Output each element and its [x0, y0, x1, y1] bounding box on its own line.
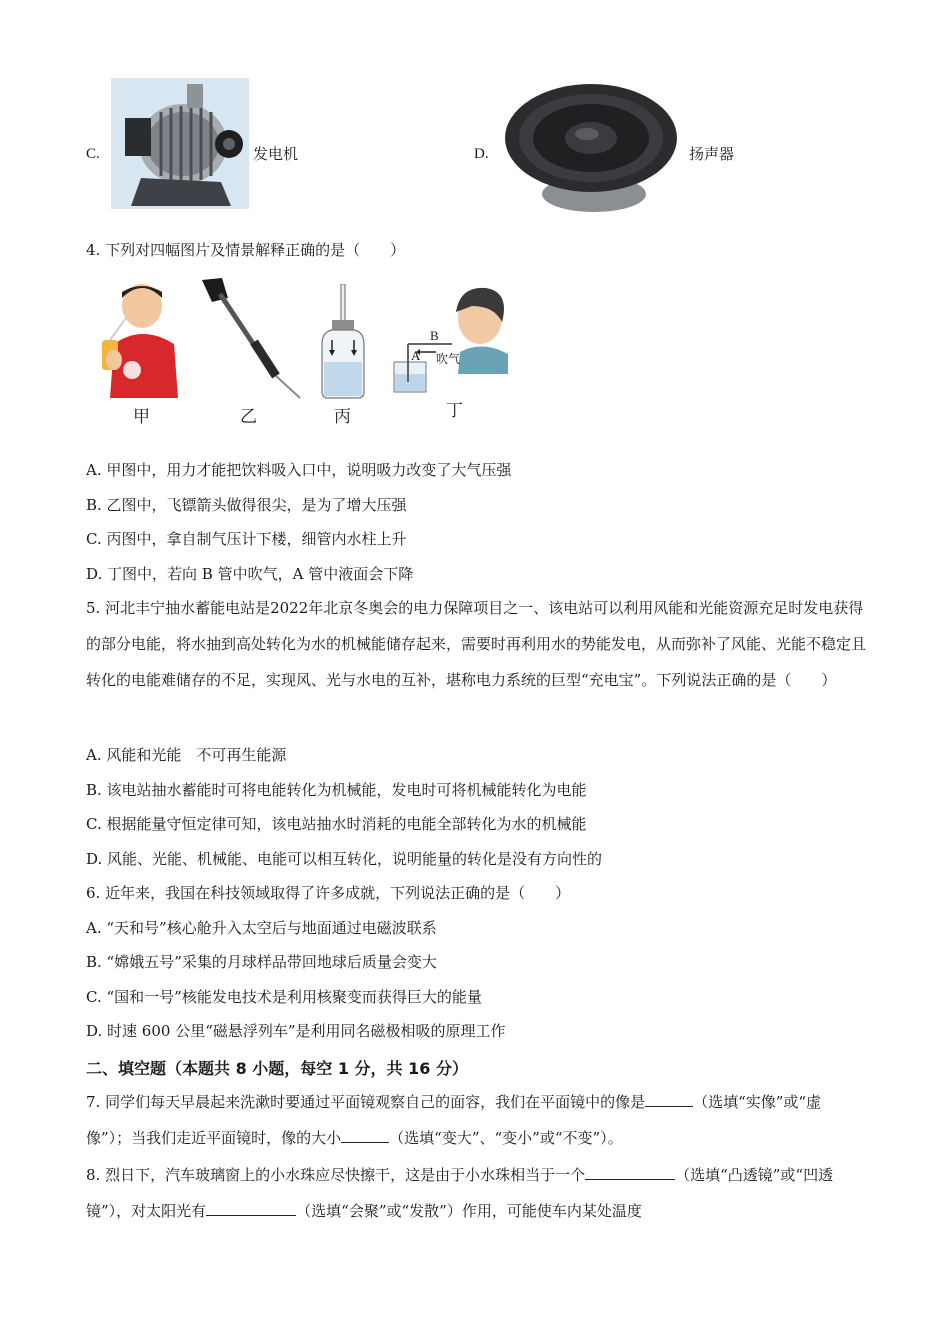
figure-jia [96, 280, 180, 400]
q6-option-d: D. 时速 600 公里“磁悬浮列车”是利用同名磁极相吸的原理工作 [86, 1022, 506, 1040]
speaker-image [503, 82, 685, 214]
q5-option-c: C. 根据能量守恒定律可知，该电站抽水时消耗的电能全部转化为水的机械能 [86, 815, 587, 833]
q6-option-b: B. “嫦娥五号”采集的月球样品带回地球后质量会变大 [86, 953, 437, 971]
q5-option-b: B. 该电站抽水蓄能时可将电能转化为机械能，发电时可将机械能转化为电能 [86, 781, 587, 799]
q8-part3: （选填“会聚”或“发散”）作用，可能使车内某处温度 [296, 1202, 642, 1220]
q8-blank-2[interactable] [206, 1201, 296, 1216]
figure-ding [390, 282, 512, 400]
figure-ding-label-a: A [411, 348, 421, 363]
q4-option-c: C. 丙图中，拿自制气压计下楼，细管内水柱上升 [86, 530, 407, 548]
blowing-tube-icon [390, 282, 512, 400]
figure-bing [318, 284, 368, 400]
figure-ding-label-b: B [430, 328, 439, 343]
boy-drinking-icon [96, 280, 180, 400]
barometer-icon [318, 284, 368, 400]
q7-blank-2[interactable] [341, 1128, 389, 1143]
option-d-label: 扬声器 [689, 145, 735, 163]
q4-stem: 4. 下列对四幅图片及情景解释正确的是（ ） [86, 241, 406, 259]
caption-jia: 甲 [133, 407, 150, 427]
q7-part1: 7. 同学们每天早晨起来洗漱时要通过平面镜观察自己的面容，我们在平面镜中的像是 [86, 1093, 646, 1111]
speaker-icon [503, 82, 685, 214]
q6-option-a: A. “天和号”核心舱升入太空后与地面通过电磁波联系 [86, 919, 437, 937]
option-c-label: 发电机 [253, 145, 299, 163]
caption-ding: 丁 [446, 401, 463, 421]
figure-yi [198, 276, 304, 400]
q6-option-c: C. “国和一号”核能发电技术是利用核聚变而获得巨大的能量 [86, 988, 482, 1006]
q8-part2: （选填“凸透镜”或“凹透镜”），对太阳光有 [86, 1166, 834, 1220]
q6-stem: 6. 近年来，我国在科技领域取得了许多成就，下列说法正确的是（ ） [86, 884, 571, 902]
dart-icon [198, 276, 304, 400]
q4-option-b: B. 乙图中，飞镖箭头做得很尖，是为了增大压强 [86, 496, 407, 514]
q7-text [86, 1084, 866, 1156]
q5-stem: 5. 河北丰宁抽水蓄能电站是2022年北京冬奥会的电力保障项目之一、该电站可以利用风能和光能资源充足时发电获得的部分电能，将水抽到高处转化为水的机械能储存起来，需要时再利用水的势能发电，从而弥补了风能、光能不稳定且转化的电能难储存的不足，实现风、光与水电的互补，堪称电力系统的巨型“充电宝”。下列说法正确的是（ ） [86, 599, 867, 689]
section-heading: 二、填空题（本题共 8 小题，每空 1 分，共 16 分） [86, 1059, 468, 1078]
figure-ding-label-blow: 吹气 [436, 352, 461, 366]
q7-part2: （选填“实像”或“虚像”）；当我们走近平面镜时，像的大小 [86, 1093, 822, 1147]
q5-option-a: A. 风能和光能 不可再生能源 [86, 746, 287, 764]
alternator-icon [111, 78, 249, 209]
caption-bing: 丙 [334, 407, 351, 427]
q8-part1: 8. 烈日下，汽车玻璃窗上的小水珠应尽快擦干，这是由于小水珠相当于一个 [86, 1166, 586, 1184]
q7-part3: （选填“变大”、“变小”或“不变”）。 [389, 1129, 623, 1147]
q4-option-a: A. 甲图中，用力才能把饮料吸入口中，说明吸力改变了大气压强 [86, 461, 512, 479]
q4-option-d: D. 丁图中，若向 B 管中吹气，A 管中液面会下降 [86, 565, 414, 583]
q5-option-d: D. 风能、光能、机械能、电能可以相互转化，说明能量的转化是没有方向性的 [86, 850, 603, 868]
option-d-letter: D. [474, 146, 489, 162]
q8-blank-1[interactable] [585, 1165, 675, 1180]
q8-text [86, 1157, 866, 1229]
alternator-image [111, 78, 249, 209]
option-c-letter: C. [86, 146, 100, 162]
caption-yi: 乙 [240, 407, 257, 427]
q7-blank-1[interactable] [645, 1092, 693, 1107]
